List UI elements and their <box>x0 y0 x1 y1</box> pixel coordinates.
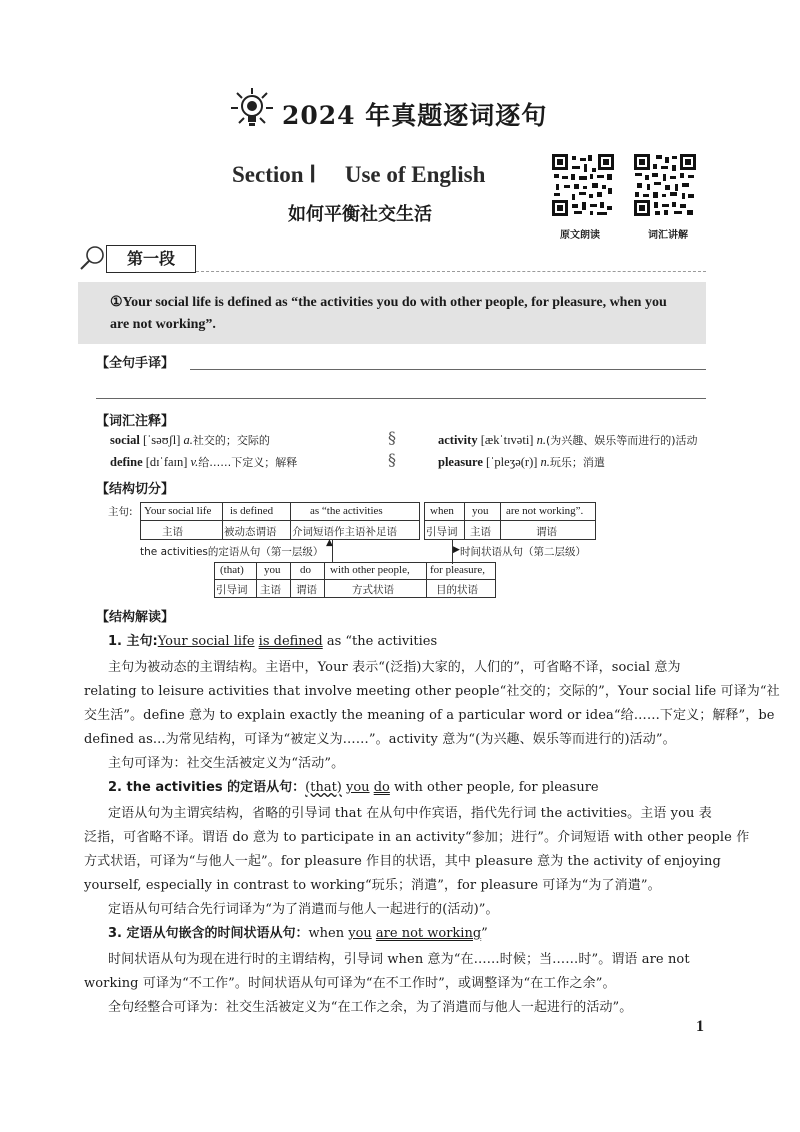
vocab-define: define [dɪˈfaɪn] v.给……下定义；解释 <box>110 455 298 469</box>
vocab-pleasure: pleasure [ˈpleʒə(r)] n.玩乐；消遣 <box>438 455 605 469</box>
analysis-heading-3: 3. 定语从句嵌含的时间状语从句：when you are not working” <box>108 926 488 941</box>
relative-subject-text: you <box>264 564 281 576</box>
analysis-1-line-4: defined as...为常见结构，可译为“被定义为……”。activity 意为“(为兴趣、娱乐等而进行的)活动”。 <box>84 732 676 747</box>
relative-predicate-text: do <box>300 564 311 576</box>
adverbial-predicate-text: are not working”. <box>506 505 584 517</box>
passage-subtitle: 如何平衡社交生活 <box>288 204 432 225</box>
source-sentence: ①Your social life is defined as “the activities you do with other people, for pleasure, when you are not working”. <box>78 282 706 344</box>
main-predicate-text: is defined <box>230 505 274 517</box>
adverbial-subject-role: 主语 <box>470 526 491 538</box>
translation-line-2[interactable] <box>96 398 706 399</box>
main-clause-label: 主句: <box>108 506 133 518</box>
qr-code-reading[interactable] <box>552 154 614 216</box>
adverbial-clause-caption: 时间状语从句（第二层级） <box>460 546 586 558</box>
final-translation: 全句经整合可译为：社交生活被定义为“在工作之余，为了消遣而与他人一起进行的活动”。 <box>108 1000 633 1015</box>
page-number: 1 <box>696 1018 704 1035</box>
relative-clause-caption: the activities的定语从句（第一层级） <box>140 546 324 558</box>
lightbulb-icon <box>228 86 282 130</box>
structure-reading-label: 【结构解读】 <box>96 610 175 625</box>
relative-subject-role: 主语 <box>260 584 281 596</box>
analysis-3-line-1: 时间状语从句为现在进行时的主谓结构，引导词 when 意为“在……时候；当……时”。谓语 are not <box>108 952 690 967</box>
analysis-2-line-1: 定语从句为主谓宾结构，省略的引导词 that 在从句中作宾语，指代先行词 the activities。主语 you 表 <box>108 806 712 821</box>
arrow-up-icon: ▲ <box>326 538 333 548</box>
analysis-1-line-3: 交生活”。define 意为 to explain exactly the meaning of a particular word or idea“给……下定义；解释”，be <box>84 708 775 723</box>
divider-squiggle: § <box>388 428 396 447</box>
main-predicate-role: 被动态谓语 <box>224 526 277 538</box>
adverbial-subject-text: you <box>472 505 489 517</box>
translation-line-1[interactable] <box>190 369 706 370</box>
analysis-2-summary: 定语从句可结合先行词译为“为了消遣而与他人一起进行的(活动)”。 <box>108 902 499 917</box>
adverbial-predicate-role: 谓语 <box>536 526 557 538</box>
analysis-2-line-3: 方式状语，可译为“与他人一起”。for pleasure 作目的状语，其中 pleasure 意为 the activity of enjoying <box>84 854 721 869</box>
vocab-activity: activity [ækˈtɪvəti] n.(为兴趣、娱乐等而进行的)活动 <box>438 433 698 447</box>
divider <box>196 271 706 272</box>
relative-purpose-text: for pleasure, <box>430 564 485 576</box>
vocab-label: 【词汇注释】 <box>96 414 175 429</box>
structure-split-label: 【结构切分】 <box>96 482 175 497</box>
analysis-heading-1: 1. 主句:Your social life is defined as “the activities <box>108 634 438 649</box>
adverbial-conj-role: 引导词 <box>426 526 458 538</box>
relative-conj-text: (that) <box>220 564 244 576</box>
relative-predicate-role: 谓语 <box>296 584 317 596</box>
section-title: Section Ⅰ Use of English <box>232 162 486 187</box>
main-complement-role: 介词短语作主语补足语 <box>292 526 397 538</box>
analysis-1-line-2: relating to leisure activities that involve meeting other people“社交的；交际的”，Your social life 可译为“社 <box>84 684 780 699</box>
arrow-right-icon: ▶ <box>453 545 460 555</box>
analysis-1-summary: 主句可译为：社交生活被定义为“活动”。 <box>108 756 345 771</box>
qr-code-vocabulary[interactable] <box>634 154 696 216</box>
relative-manner-role: 方式状语 <box>352 584 394 596</box>
analysis-1-line-1: 主句为被动态的主谓结构。主语中，Your 表示“(泛指)大家的，人们的”，可省略不译，social 意为 <box>108 660 681 675</box>
qr-caption-reading: 原文朗读 <box>560 230 600 241</box>
translation-label: 【全句手译】 <box>96 356 175 371</box>
analysis-2-line-4: yourself, especially in contrast to working“玩乐；消遣”，for pleasure 可译为“为了消遣”。 <box>84 878 661 893</box>
adverbial-conj-text: when <box>430 505 454 517</box>
analysis-2-line-2: 泛指，可省略不译。谓语 do 意为 to participate in an activity“参加；进行”。介词短语 with other people 作 <box>84 830 750 845</box>
relative-purpose-role: 目的状语 <box>436 584 478 596</box>
analysis-3-line-2: working 可译为“不工作”。时间状语从句可译为“在不工作时”，或调整译为“在工作之余”。 <box>84 976 616 991</box>
main-subject-text: Your social life <box>144 505 212 517</box>
paragraph-heading: 第一段 <box>106 245 196 273</box>
relative-manner-text: with other people, <box>330 564 410 576</box>
page-title: 2024 年真题逐词逐句 <box>282 101 548 130</box>
qr-caption-vocabulary: 词汇讲解 <box>648 230 688 241</box>
analysis-heading-2: 2. the activities 的定语从句：(that) you do with other people, for pleasure <box>108 780 599 795</box>
vocab-social: social [ˈsəʊʃl] a.社交的；交际的 <box>110 433 270 447</box>
divider-squiggle: § <box>388 450 396 469</box>
magnifier-icon <box>78 244 106 272</box>
main-complement-text: as “the activities <box>310 505 383 517</box>
main-subject-role: 主语 <box>162 526 183 538</box>
relative-conj-role: 引导词 <box>216 584 248 596</box>
